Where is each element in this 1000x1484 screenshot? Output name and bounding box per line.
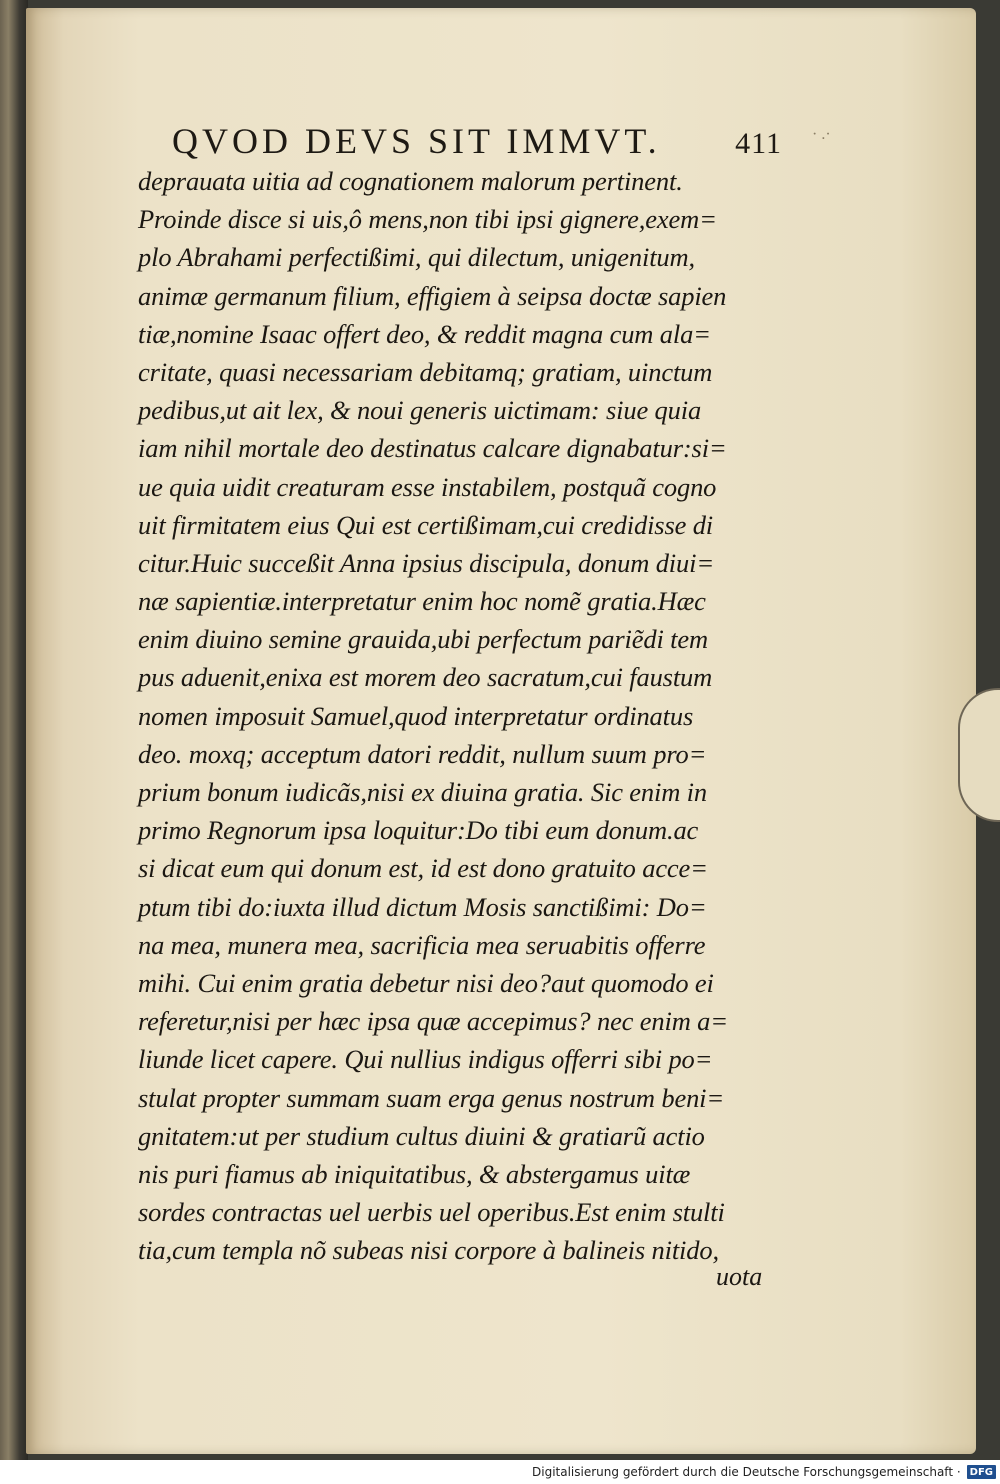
text-line: enim diuino semine grauida,ubi perfectum pariẽdi tem [138,624,708,655]
text-line: plo Abrahami perfectißimi, qui dilectum, unigenitum, [138,242,695,273]
running-head-title: QVOD DEVS SIT IMMVT. [172,121,661,161]
text-line: primo Regnorum ipsa loquitur:Do tibi eum donum.ac [138,815,699,846]
text-line: nis puri fiamus ab iniquitatibus, & abstergamus uitæ [138,1158,691,1189]
text-line: referetur,nisi per hæc ipsa quæ accepimus? nec enim a= [138,1006,728,1037]
text-line: liunde licet capere. Qui nullius indigus offerri sibi po= [138,1044,713,1075]
text-line: uit firmitatem eius Qui est certißimam,cui credidisse di [138,509,714,540]
body-text [138,162,798,1269]
text-line: tiæ,nomine Isaac offert deo, & reddit magna cum ala= [138,318,711,349]
catchword: uota [716,1262,763,1291]
page-number: 411 [735,127,782,160]
text-line: pus aduenit,enixa est morem deo sacratum,cui faustum [138,662,713,693]
text-line: sordes contractas uel uerbis uel operibus.Est enim stulti [138,1197,725,1228]
text-line: iam nihil mortale deo destinatus calcare dignabatur:si= [138,433,727,464]
margin-mark: · .· [812,126,831,143]
dfg-logo-icon: DFG [967,1465,996,1479]
text-line: Proinde disce si uis,ô mens,non tibi ipsi gignere,exem= [138,204,717,235]
text-line: næ sapientiæ.interpretatur enim hoc nomẽ gratia.Hæc [138,586,706,617]
text-line: critate, quasi necessariam debitamq; gratiam, uinctum [138,356,713,387]
text-line: citur.Huic succeßit Anna ipsius discipula, donum diui= [138,547,715,578]
text-line: ue quia uidit creaturam esse instabilem, postquã cogno [138,471,717,502]
text-line: tia,cum templa nõ subeas nisi corpore à balineis nitido, [138,1235,719,1266]
funding-credit: Digitalisierung gefördert durch die Deutsche Forschungsgemeinschaft · [532,1465,961,1479]
footer-bar [0,1460,1000,1484]
text-line: deo. moxq; acceptum datori reddit, nullum suum pro= [138,738,707,769]
text-line: stulat propter summam suam erga genus nostrum beni= [138,1082,725,1113]
text-line: animæ germanum filium, effigiem à seipsa doctæ sapien [138,280,727,311]
running-head [172,120,782,162]
text-line: deprauata uitia ad cognationem malorum pertinent. [138,166,683,196]
text-line: ptum tibi do:iuxta illud dictum Mosis sanctißimi: Do= [138,891,707,922]
text-line: pedibus,ut ait lex, & noui generis uictimam: siue quia [138,395,702,426]
text-line: si dicat eum qui donum est, id est dono gratuito acce= [138,853,708,884]
book-page [26,8,976,1454]
text-line: nomen imposuit Samuel,quod interpretatur ordinatus [138,700,694,731]
page-tab-marker [958,688,1000,822]
book-binding [0,0,28,1460]
text-line: prium bonum iudicãs,nisi ex diuina gratia. Sic enim in [138,777,707,807]
text-line: mihi. Cui enim gratia debetur nisi deo?aut quomodo ei [138,967,714,998]
text-line: gnitatem:ut per studium cultus diuini & gratiarũ actio [138,1120,705,1151]
text-line: na mea, munera mea, sacrificia mea seruabitis offerre [138,929,706,960]
